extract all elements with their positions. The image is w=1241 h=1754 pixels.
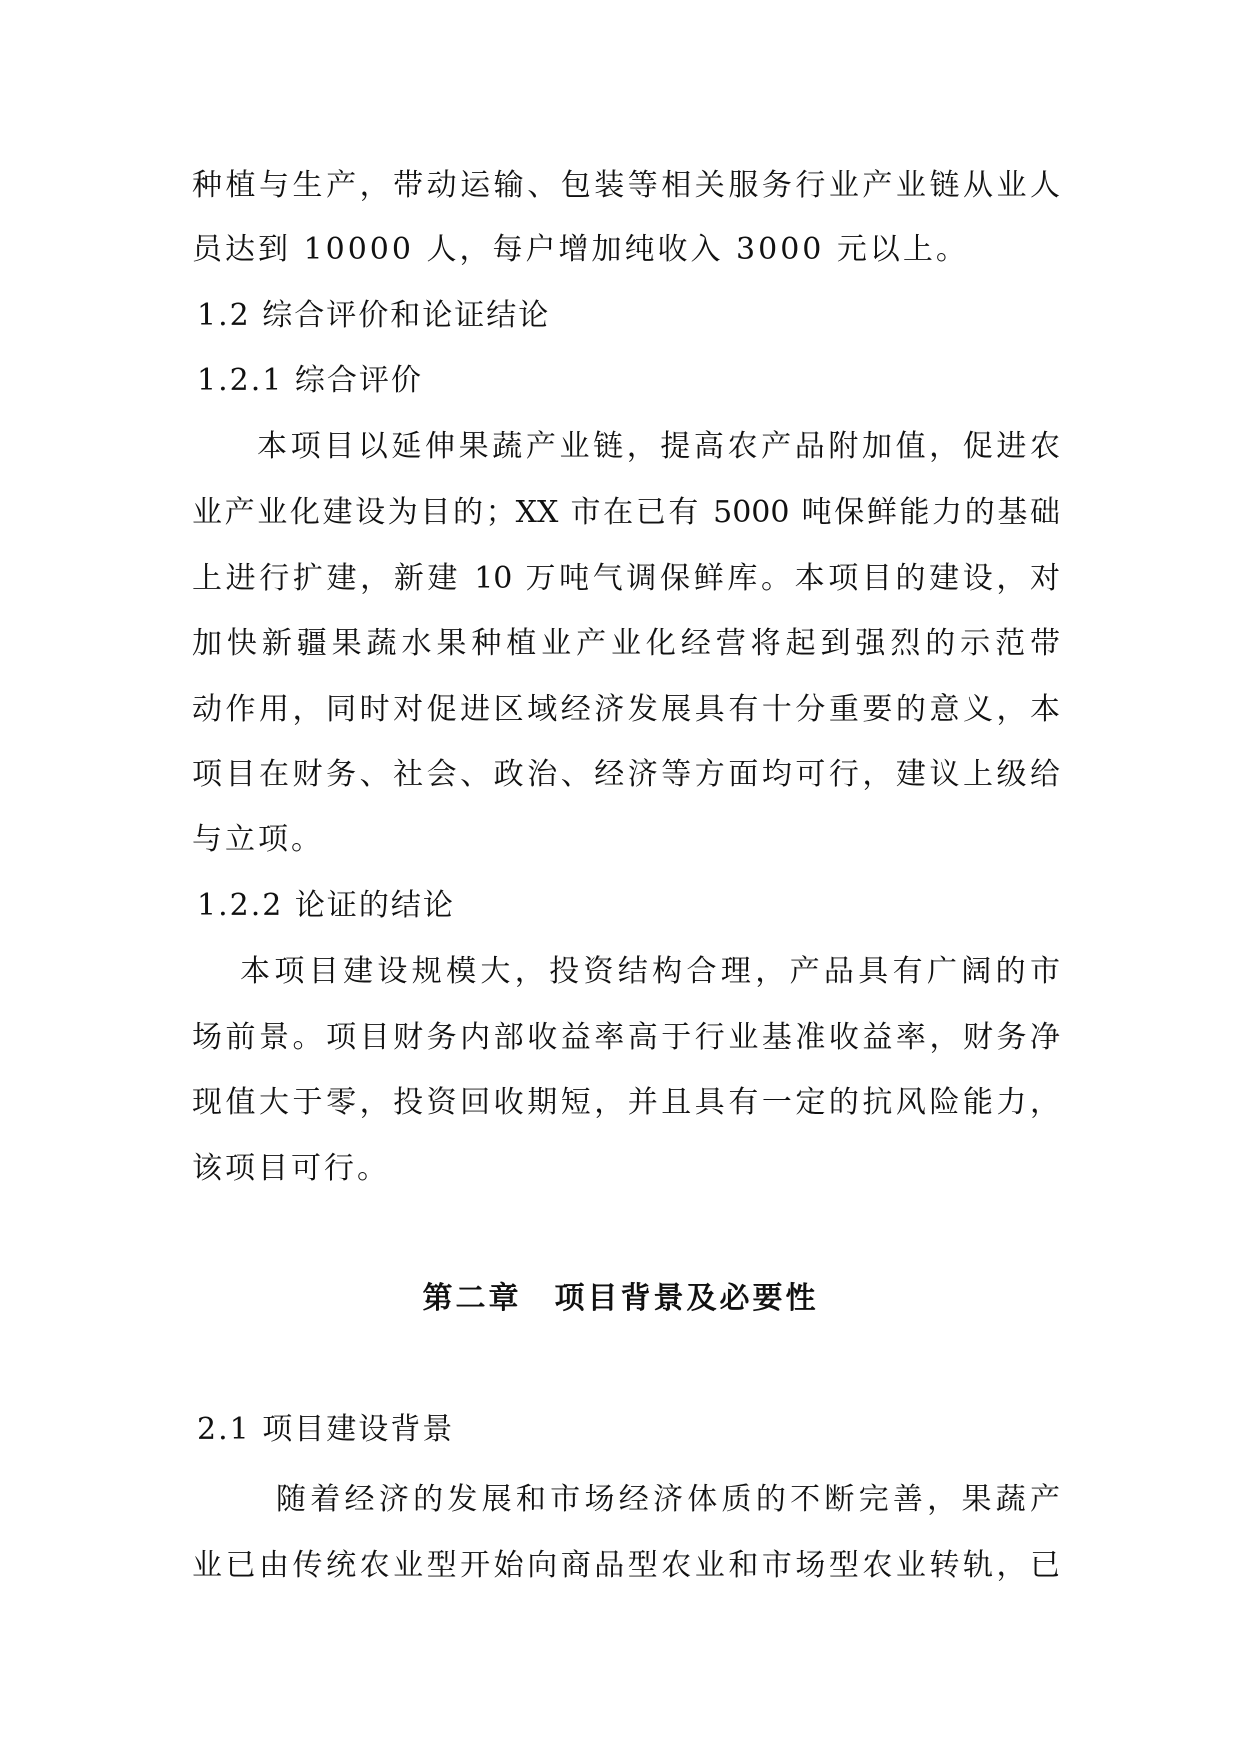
section-heading-2-1: 2.1 项目建设背景 bbox=[197, 1412, 455, 1447]
body-line: 业已由传统农业型开始向商品型农业和市场型农业转轨，已 bbox=[192, 1548, 1060, 1583]
body-line: 与立项。 bbox=[192, 822, 324, 857]
section-heading-1-2: 1.2 综合评价和论证结论 bbox=[197, 298, 551, 333]
body-line: 业产业化建设为目的；XX 市在已有 5000 吨保鲜能力的基础 bbox=[192, 495, 1060, 530]
body-line: 该项目可行。 bbox=[192, 1151, 390, 1186]
body-line: 种植与生产，带动运输、包装等相关服务行业产业链从业人 bbox=[192, 168, 1060, 203]
body-line: 随着经济的发展和市场经济体质的不断完善，果蔬产 bbox=[276, 1482, 1060, 1517]
section-heading-1-2-2: 1.2.2 论证的结论 bbox=[197, 888, 455, 923]
body-line: 员达到 10000 人，每户增加纯收入 3000 元以上。 bbox=[192, 232, 969, 267]
body-line: 本项目建设规模大，投资结构合理，产品具有广阔的市 bbox=[240, 954, 1060, 989]
body-line: 本项目以延伸果蔬产业链，提高农产品附加值，促进农 bbox=[257, 429, 1060, 464]
body-line: 场前景。项目财务内部收益率高于行业基准收益率，财务净 bbox=[192, 1020, 1060, 1055]
chapter-title: 第二章 项目背景及必要性 bbox=[422, 1281, 819, 1316]
body-line: 项目在财务、社会、政治、经济等方面均可行，建议上级给 bbox=[192, 757, 1060, 792]
section-heading-1-2-1: 1.2.1 综合评价 bbox=[197, 363, 423, 398]
body-line: 上进行扩建，新建 10 万吨气调保鲜库。本项目的建设，对 bbox=[192, 561, 1060, 596]
body-line: 加快新疆果蔬水果种植业产业化经营将起到强烈的示范带 bbox=[192, 626, 1060, 661]
body-line: 现值大于零，投资回收期短，并且具有一定的抗风险能力， bbox=[192, 1085, 1060, 1120]
body-line: 动作用，同时对促进区域经济发展具有十分重要的意义，本 bbox=[192, 692, 1060, 727]
